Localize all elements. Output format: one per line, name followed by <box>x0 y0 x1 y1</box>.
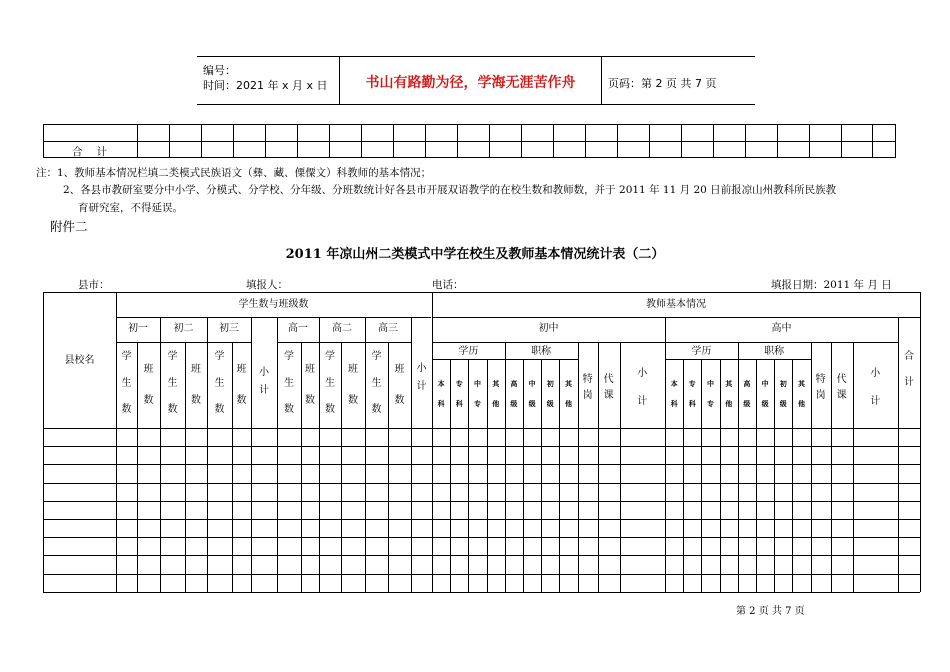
grid-line <box>432 292 433 592</box>
grid-line <box>523 359 524 592</box>
grid-line <box>43 464 920 465</box>
students-section-header: 学生数与班级数 <box>238 299 309 310</box>
grade-header: 高二 <box>332 323 352 334</box>
subtotal-header: 小 计 <box>259 367 269 396</box>
title-rank-col-header: 初 级 <box>779 380 787 408</box>
grid-line <box>43 446 920 447</box>
school-name-header: 县校名 <box>64 355 95 366</box>
motto: 书山有路勤为径，学海无涯苦作舟 <box>365 75 576 91</box>
grid-line <box>920 292 921 592</box>
student-count-header: 学 生 数 <box>167 351 178 416</box>
class-count-header: 班 数 <box>236 364 247 406</box>
grid-line <box>43 519 920 520</box>
grid-line <box>43 537 920 538</box>
grid-line <box>487 359 488 592</box>
column-divider <box>809 125 810 157</box>
column-divider <box>585 125 586 157</box>
grid-line <box>319 317 320 592</box>
class-count-header: 班 数 <box>305 364 315 406</box>
title-rank-col-header: 中 级 <box>761 380 769 408</box>
title-rank-col-header: 高 级 <box>510 380 518 408</box>
grid-line <box>898 317 899 592</box>
education-col-header: 其 他 <box>492 380 500 408</box>
note-line-3: 育研究室，不得延误。 <box>78 202 183 214</box>
note-line-2: 2、各县市教研室要分中小学、分模式、分学校、分年级、分班数统计好各县市开展双语教学的在校生数和教师数，并于 2011 年 11 月 20 日前报凉山州教科所民族教 <box>63 184 837 196</box>
grade-header: 初一 <box>128 323 148 334</box>
column-divider <box>841 125 842 157</box>
subtotal-header: 小 计 <box>416 363 427 392</box>
student-count-header: 学 生 数 <box>121 351 132 416</box>
header-motto-cell <box>340 57 602 104</box>
substitute-header: 代 课 <box>603 374 614 401</box>
senior-teacher-header: 高中 <box>771 323 792 334</box>
junior-teacher-header: 初中 <box>538 323 559 334</box>
grid-line <box>43 292 44 592</box>
grade-header: 高一 <box>288 323 308 334</box>
header-page-cell <box>602 57 755 104</box>
special-post-header: 特 岗 <box>582 374 593 401</box>
education-col-header: 中 专 <box>707 380 714 408</box>
note-line-1: 注：1、教师基本情况栏填二类模式民族语文（彝、藏、傈僳文）科教师的基本情况； <box>36 167 432 179</box>
column-divider <box>425 125 426 157</box>
grid-line <box>411 317 412 592</box>
title-rank-col-header: 中 级 <box>528 380 536 408</box>
junior-education-header: 学历 <box>458 346 479 357</box>
column-divider <box>553 125 554 157</box>
column-divider <box>137 125 138 157</box>
grid-line <box>792 359 793 592</box>
date-field-label: 填报日期：2011 年 月 日 <box>771 279 892 291</box>
teacher-subtotal-header: 小 计 <box>870 368 881 407</box>
column-divider <box>681 125 682 157</box>
filler-field-label: 填报人： <box>246 279 288 291</box>
grid-line <box>43 483 920 484</box>
column-divider <box>617 125 618 157</box>
grid-line <box>701 359 702 592</box>
teacher-subtotal-header: 小 计 <box>637 368 648 407</box>
grid-line <box>365 317 366 592</box>
grid-line <box>116 292 117 592</box>
grid-line <box>277 342 411 343</box>
grid-line <box>251 317 252 592</box>
grid-line <box>756 359 757 592</box>
header-info-cell <box>197 57 340 104</box>
title-rank-col-header: 其 他 <box>798 380 805 408</box>
education-col-header: 专 科 <box>455 380 463 408</box>
page-footer: 第 2 页 共 7 页 <box>736 606 805 617</box>
grid-line <box>43 501 920 502</box>
class-count-header: 班 数 <box>394 364 405 406</box>
county-field-label: 县市： <box>78 279 110 291</box>
grid-line <box>43 592 920 593</box>
phone-field-label: 电话： <box>432 279 464 291</box>
column-divider <box>521 125 522 157</box>
grade-header: 初三 <box>219 323 239 334</box>
student-count-header: 学 生 数 <box>325 351 335 416</box>
grid-line <box>450 359 451 592</box>
class-count-header: 班 数 <box>348 364 358 406</box>
page-label: 页码：第 2 页 共 7 页 <box>608 77 717 90</box>
grid-line <box>774 359 775 592</box>
column-divider <box>745 125 746 157</box>
student-count-header: 学 生 数 <box>371 351 382 416</box>
column-divider <box>489 125 490 157</box>
total-row-label: 合计 <box>72 146 121 158</box>
grid-line <box>43 428 920 429</box>
senior-title-rank-header: 职称 <box>764 346 785 357</box>
column-divider <box>393 125 394 157</box>
column-divider <box>872 125 873 157</box>
education-col-header: 中 专 <box>474 380 481 408</box>
class-count-header: 班 数 <box>143 364 154 406</box>
number-label: 编号： <box>203 64 236 77</box>
column-divider <box>713 125 714 157</box>
title-rank-col-header: 其 他 <box>565 380 572 408</box>
grid-line <box>541 359 542 592</box>
column-divider <box>233 125 234 157</box>
grid-line <box>116 317 431 318</box>
special-post-header: 特 岗 <box>815 374 826 401</box>
junior-title-rank-header: 职称 <box>531 346 552 357</box>
column-divider <box>265 125 266 157</box>
grid-line <box>160 317 161 592</box>
column-divider <box>457 125 458 157</box>
education-col-header: 本 科 <box>670 380 678 408</box>
grade-header: 初二 <box>173 323 194 334</box>
education-col-header: 其 他 <box>725 380 733 408</box>
column-divider <box>169 125 170 157</box>
grid-line <box>277 317 278 592</box>
senior-education-header: 学历 <box>691 346 712 357</box>
grid-line <box>559 359 560 592</box>
grand-total-header: 合 计 <box>904 351 914 388</box>
column-divider <box>649 125 650 157</box>
grid-line <box>720 359 721 592</box>
column-divider <box>329 125 330 157</box>
teachers-section-header: 教师基本情况 <box>646 299 706 310</box>
class-count-header: 班 数 <box>191 364 201 406</box>
substitute-header: 代 课 <box>836 374 847 401</box>
previous-table-continuation <box>43 124 896 158</box>
student-count-header: 学 生 数 <box>284 351 294 416</box>
education-col-header: 本 科 <box>437 380 445 408</box>
row-divider <box>44 141 895 142</box>
column-divider <box>201 125 202 157</box>
grid-line <box>43 292 920 293</box>
statistics-table <box>43 292 920 592</box>
grid-line <box>43 555 920 556</box>
grid-line <box>468 359 469 592</box>
time-label: 时间：2021 年 x 月 x 日 <box>203 79 328 92</box>
column-divider <box>777 125 778 157</box>
annex-label: 附件二 <box>50 219 88 234</box>
column-divider <box>361 125 362 157</box>
document-header <box>197 56 755 105</box>
grid-line <box>43 574 920 575</box>
grid-line <box>683 359 684 592</box>
title-rank-col-header: 高 级 <box>743 380 751 408</box>
grade-header: 高三 <box>378 323 398 334</box>
student-count-header: 学 生 数 <box>214 351 225 416</box>
table-title: 2011 年凉山州二类模式中学在校生及教师基本情况统计表（二） <box>285 247 665 262</box>
grid-line <box>432 317 920 318</box>
grid-line <box>207 317 208 592</box>
title-rank-col-header: 初 级 <box>546 380 554 408</box>
column-divider <box>297 125 298 157</box>
education-col-header: 专 科 <box>688 380 696 408</box>
